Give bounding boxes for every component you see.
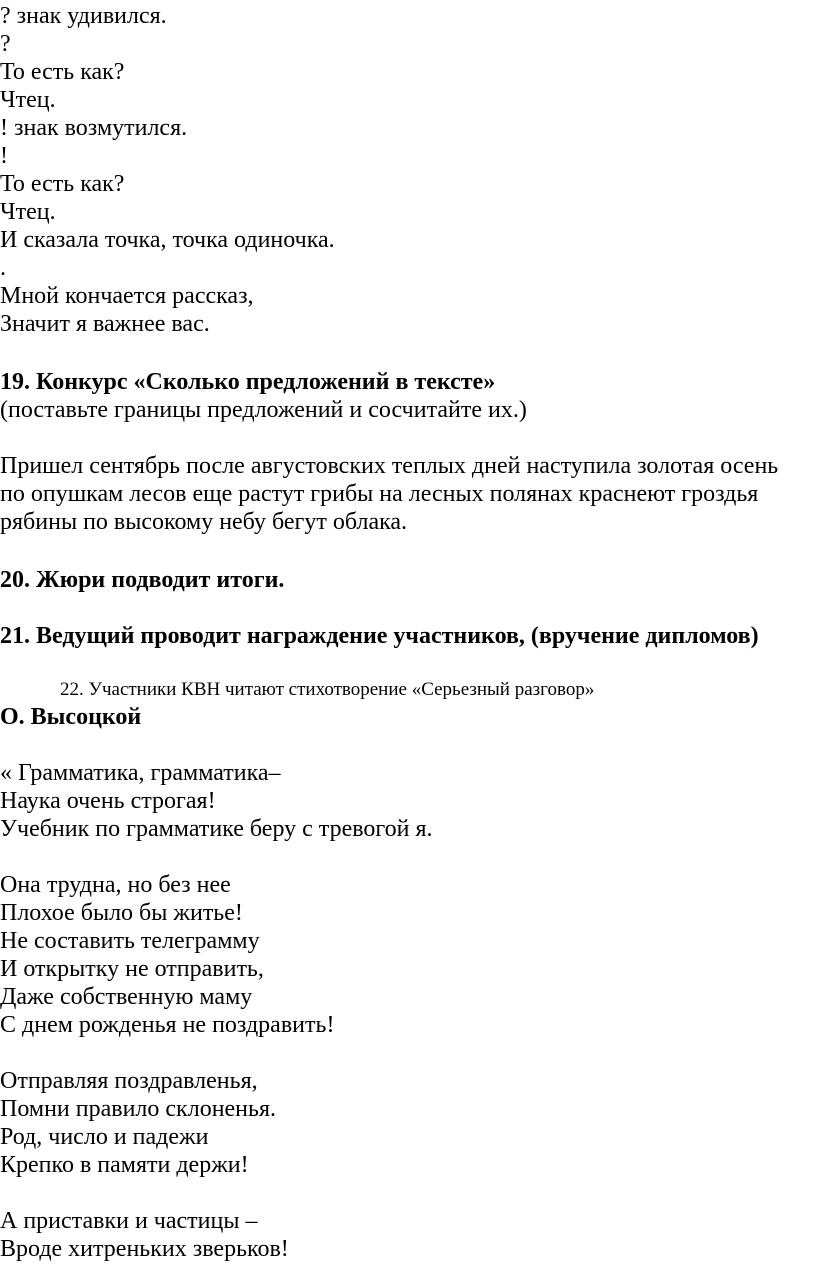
poem-line: Крепко в памяти держи! bbox=[0, 1152, 249, 1178]
poem-line: . bbox=[0, 255, 6, 281]
poem-line: Помни правило склоненья. bbox=[0, 1096, 277, 1122]
poem-line: Мной кончается рассказ, bbox=[0, 283, 254, 309]
poem-line: А приставки и частицы – bbox=[0, 1208, 258, 1234]
poem-line: ? bbox=[0, 31, 11, 57]
poem-line: С днем рожденья не поздравить! bbox=[0, 1012, 335, 1038]
poem-line: Наука очень строгая! bbox=[0, 788, 216, 814]
poem-line: Плохое было бы житье! bbox=[0, 900, 243, 926]
poem-line: Чтец. bbox=[0, 199, 56, 225]
poem-line: Вроде хитреньких зверьков! bbox=[0, 1236, 289, 1262]
poem-author: О. Высоцкой bbox=[0, 704, 142, 730]
poem-line: Чтец. bbox=[0, 87, 56, 113]
poem-line: То есть как? bbox=[0, 59, 125, 85]
poem-line: То есть как? bbox=[0, 171, 125, 197]
poem-line: Род, число и падежи bbox=[0, 1124, 209, 1150]
poem-line: И сказала точка, точка одиночка. bbox=[0, 227, 335, 253]
section-heading-20: 20. Жюри подводит итоги. bbox=[0, 567, 285, 593]
exercise-text-line: рябины по высокому небу бегут облака. bbox=[0, 509, 408, 535]
poem-line: Учебник по грамматике беру с тревогой я. bbox=[0, 816, 433, 842]
poem-line: ? знак удивился. bbox=[0, 3, 167, 29]
section-heading-21: 21. Ведущий проводит награждение участников, (вручение дипломов) bbox=[0, 623, 759, 649]
poem-line: И открытку не отправить, bbox=[0, 956, 264, 982]
poem-line: Значит я важнее вас. bbox=[0, 311, 210, 337]
poem-line: Не составить телеграмму bbox=[0, 928, 260, 954]
section-intro-22: 22. Участники КВН читают стихотворение «Серьезный разговор» bbox=[60, 679, 595, 700]
poem-line: Отправляя поздравленья, bbox=[0, 1068, 258, 1094]
section-heading-19: 19. Конкурс «Сколько предложений в тексте» bbox=[0, 369, 496, 395]
exercise-text-line: Пришел сентябрь после августовских теплых дней наступила золотая осень bbox=[0, 453, 779, 479]
section-instruction: (поставьте границы предложений и сосчитайте их.) bbox=[0, 397, 527, 423]
poem-line: Даже собственную маму bbox=[0, 984, 253, 1010]
poem-line: « Грамматика, грамматика– bbox=[0, 760, 281, 786]
poem-line: ! знак возмутился. bbox=[0, 115, 188, 141]
poem-line: Она трудна, но без нее bbox=[0, 872, 231, 898]
poem-line: ! bbox=[0, 143, 8, 169]
exercise-text-line: по опушкам лесов еще растут грибы на лесных полянах краснеют гроздья bbox=[0, 481, 759, 507]
